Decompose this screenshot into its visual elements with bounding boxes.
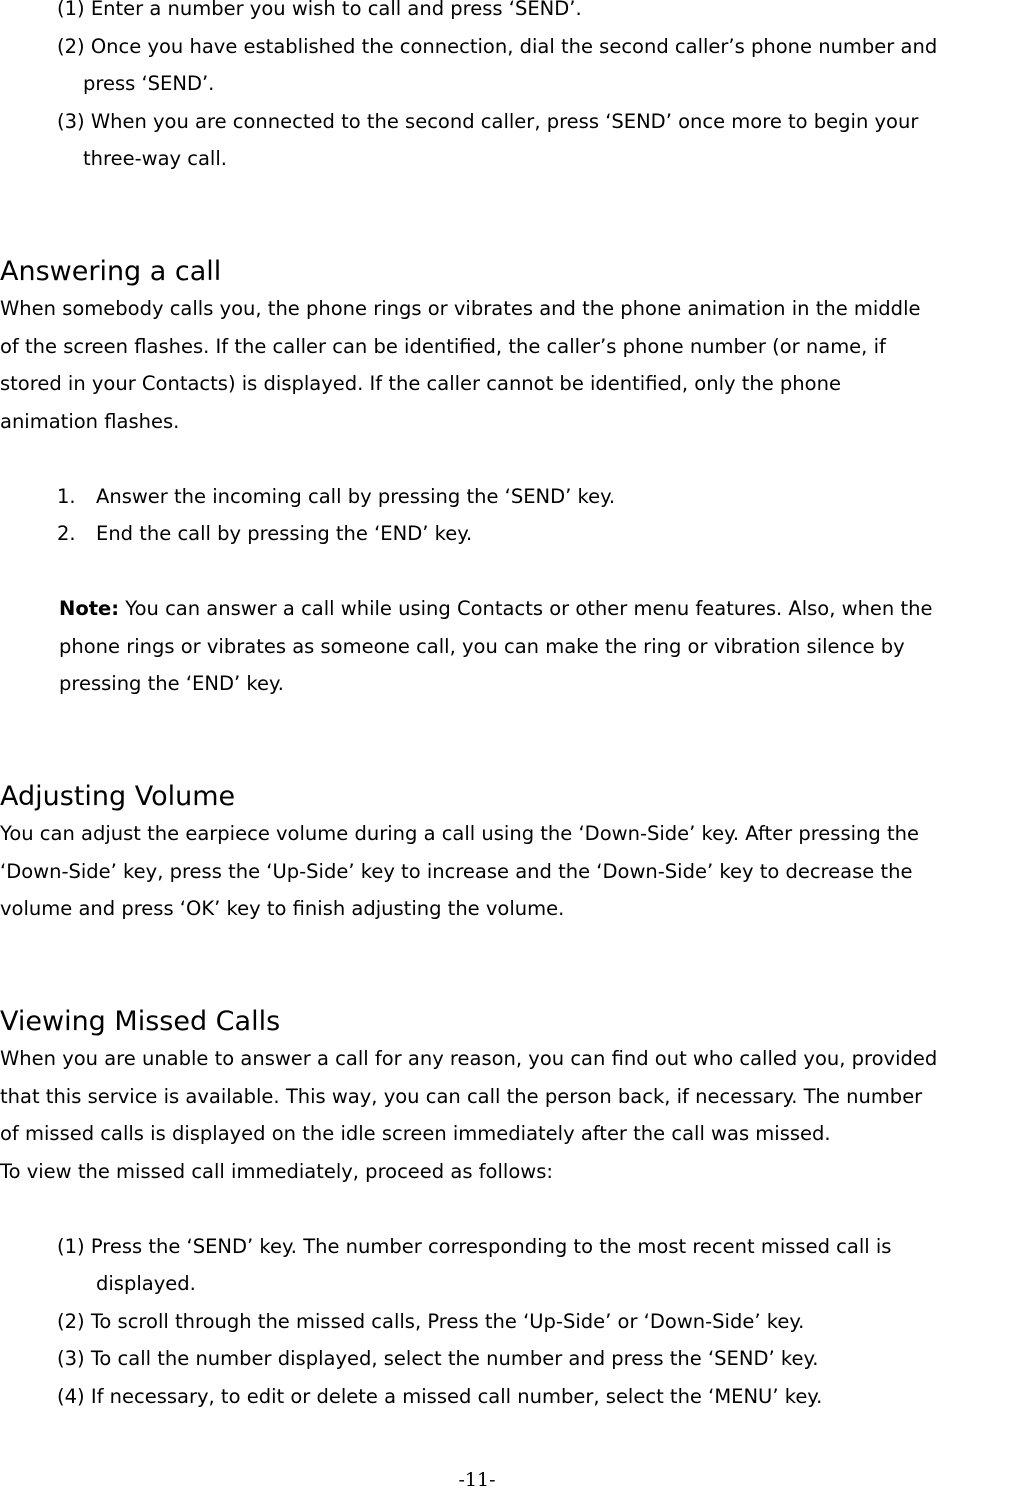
answering-step-number: 2. bbox=[57, 522, 76, 545]
missed-step-2: (2) To scroll through the missed calls, Press the ‘Up-Side’ or ‘Down-Side’ key. bbox=[57, 1310, 805, 1333]
volume-paragraph-line: You can adjust the earpiece volume during a call using the ‘Down-Side’ key. After pressing the bbox=[0, 822, 919, 845]
page-number: -11- bbox=[458, 1469, 496, 1491]
missed-step-4: (4) If necessary, to edit or delete a missed call number, select the ‘MENU’ key. bbox=[57, 1385, 823, 1408]
missed-paragraph-line: When you are unable to answer a call for any reason, you can find out who called you, provided bbox=[0, 1047, 938, 1070]
answering-step-text: Answer the incoming call by pressing the ‘SEND’ key. bbox=[96, 485, 616, 508]
volume-paragraph-line: volume and press ‘OK’ key to finish adjusting the volume. bbox=[0, 897, 565, 920]
three-way-step-3-cont: three-way call. bbox=[83, 147, 227, 170]
answering-paragraph-line: of the screen flashes. If the caller can be identified, the caller’s phone number (or name, if bbox=[0, 335, 886, 358]
missed-step-3: (3) To call the number displayed, select the number and press the ‘SEND’ key. bbox=[57, 1347, 819, 1370]
three-way-step-1: (1) Enter a number you wish to call and press ‘SEND’. bbox=[57, 0, 582, 20]
answering-paragraph-line: When somebody calls you, the phone rings or vibrates and the phone animation in the middle bbox=[0, 297, 921, 320]
missed-heading: Viewing Missed Calls bbox=[0, 1006, 281, 1037]
note-line bbox=[59, 597, 932, 621]
three-way-step-2: (2) Once you have established the connection, dial the second caller’s phone number and bbox=[57, 35, 938, 58]
volume-paragraph-line: ‘Down-Side’ key, press the ‘Up-Side’ key to increase and the ‘Down-Side’ key to decrease the bbox=[0, 860, 913, 883]
note-label: Note: bbox=[59, 597, 120, 620]
missed-step-1: (1) Press the ‘SEND’ key. The number corresponding to the most recent missed call is bbox=[57, 1235, 892, 1258]
three-way-step-2-cont: press ‘SEND’. bbox=[83, 72, 215, 95]
answering-paragraph-line: stored in your Contacts) is displayed. If the caller cannot be identified, only the phone bbox=[0, 372, 841, 395]
note-line-2: phone rings or vibrates as someone call, you can make the ring or vibration silence by bbox=[59, 635, 905, 658]
answering-step-text: End the call by pressing the ‘END’ key. bbox=[96, 522, 473, 545]
answering-paragraph-line: animation flashes. bbox=[0, 410, 180, 433]
note-line-3: pressing the ‘END’ key. bbox=[59, 672, 284, 695]
missed-step-1-cont: displayed. bbox=[96, 1272, 196, 1295]
missed-paragraph-line: To view the missed call immediately, proceed as follows: bbox=[0, 1160, 553, 1183]
missed-paragraph-line: that this service is available. This way, you can call the person back, if necessary. The number bbox=[0, 1085, 923, 1108]
note-text: You can answer a call while using Contacts or other menu features. Also, when the bbox=[119, 597, 933, 620]
answering-step-number: 1. bbox=[57, 485, 76, 508]
missed-paragraph-line: of missed calls is displayed on the idle screen immediately after the call was missed. bbox=[0, 1122, 831, 1145]
answering-heading: Answering a call bbox=[0, 256, 222, 287]
volume-heading: Adjusting Volume bbox=[0, 781, 236, 812]
three-way-step-3: (3) When you are connected to the second caller, press ‘SEND’ once more to begin your bbox=[57, 110, 919, 133]
